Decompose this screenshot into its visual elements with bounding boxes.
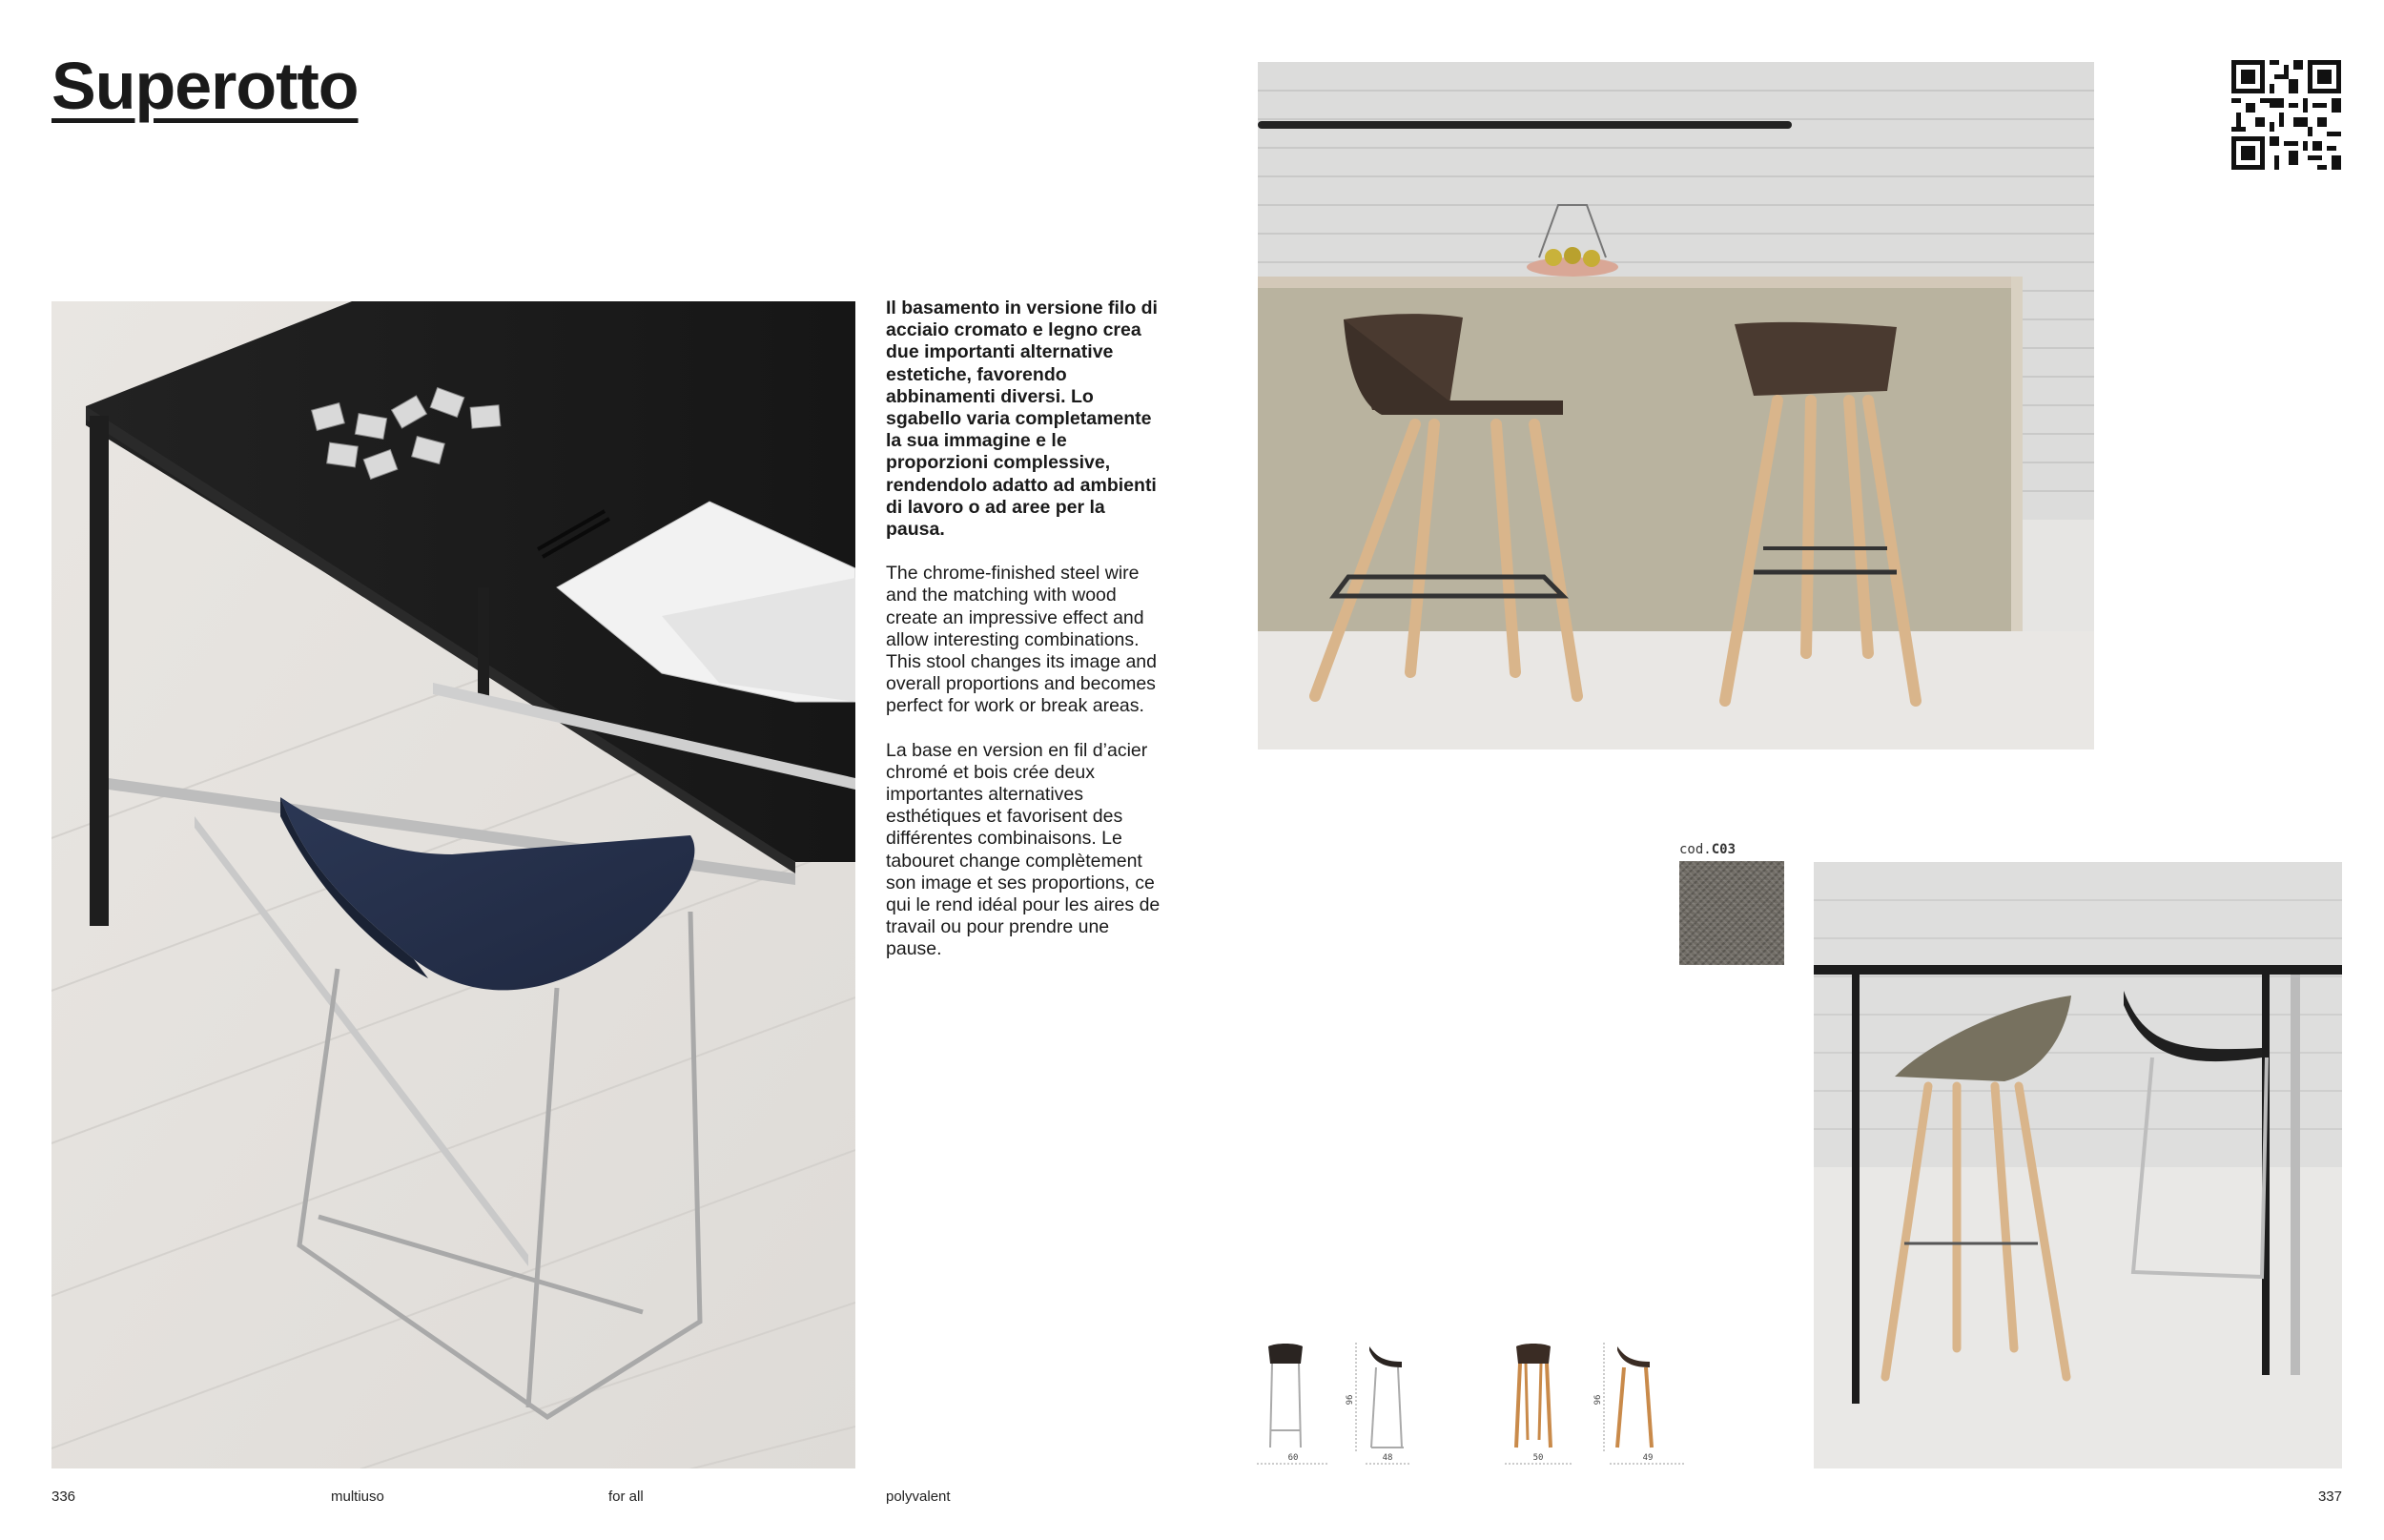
description-italian: Il basamento in versione filo di acciaio cromato e legno crea due importanti alternative estetiche, favorendo abbinamenti diversi. Lo sgabello varia completamente la sua immagine e le proporzioni complessive, rendendolo adatto ad ambienti di lavoro o ad aree per la pausa. — [886, 298, 1158, 541]
fabric-swatch[interactable] — [1679, 861, 1784, 965]
swatch-code-prefix: cod. — [1679, 842, 1712, 857]
qr-code[interactable] — [2231, 60, 2341, 170]
description-column — [886, 298, 1162, 983]
main-photo-table-stool — [51, 301, 855, 1468]
page-number-left: 336 — [51, 1489, 76, 1505]
footer-section-english: for all — [608, 1489, 644, 1505]
footer-section-french: polyvalent — [886, 1489, 951, 1505]
dim-width-1: 60 — [1287, 1453, 1299, 1463]
swatch-code-label — [1679, 842, 1736, 857]
page-title: Superotto — [51, 49, 359, 123]
dim-height-b: 96 — [1593, 1394, 1603, 1406]
stools-side-photo — [1814, 862, 2342, 1468]
dim-width-2: 48 — [1382, 1453, 1393, 1463]
dimension-drawings — [1257, 1335, 1696, 1473]
swatch-code-value: C03 — [1711, 842, 1737, 857]
counter-stools-photo — [1258, 62, 2094, 749]
dim-height-a: 96 — [1346, 1394, 1355, 1406]
description-english: The chrome-finished steel wire and the matching with wood create an impressive effect and allow interesting combinations. This stool changes its image and overall proportions and becomes perfect for work or break areas. — [886, 563, 1157, 717]
dim-width-3: 50 — [1532, 1453, 1544, 1463]
description-french: La base en version en fil d’acier chromé et bois crée deux importantes alternatives esthétiques et favorisent des différentes combinaisons. Le tabouret change complètement son image et ses proportions, ce qui le rend idéal pour les aires de travail ou pour prendre une pause. — [886, 739, 1161, 960]
page-number-right: 337 — [2317, 1489, 2342, 1505]
footer-section-italian: multiuso — [331, 1489, 384, 1505]
dim-width-4: 49 — [1642, 1453, 1654, 1463]
qr-code-icon — [2231, 60, 2341, 170]
